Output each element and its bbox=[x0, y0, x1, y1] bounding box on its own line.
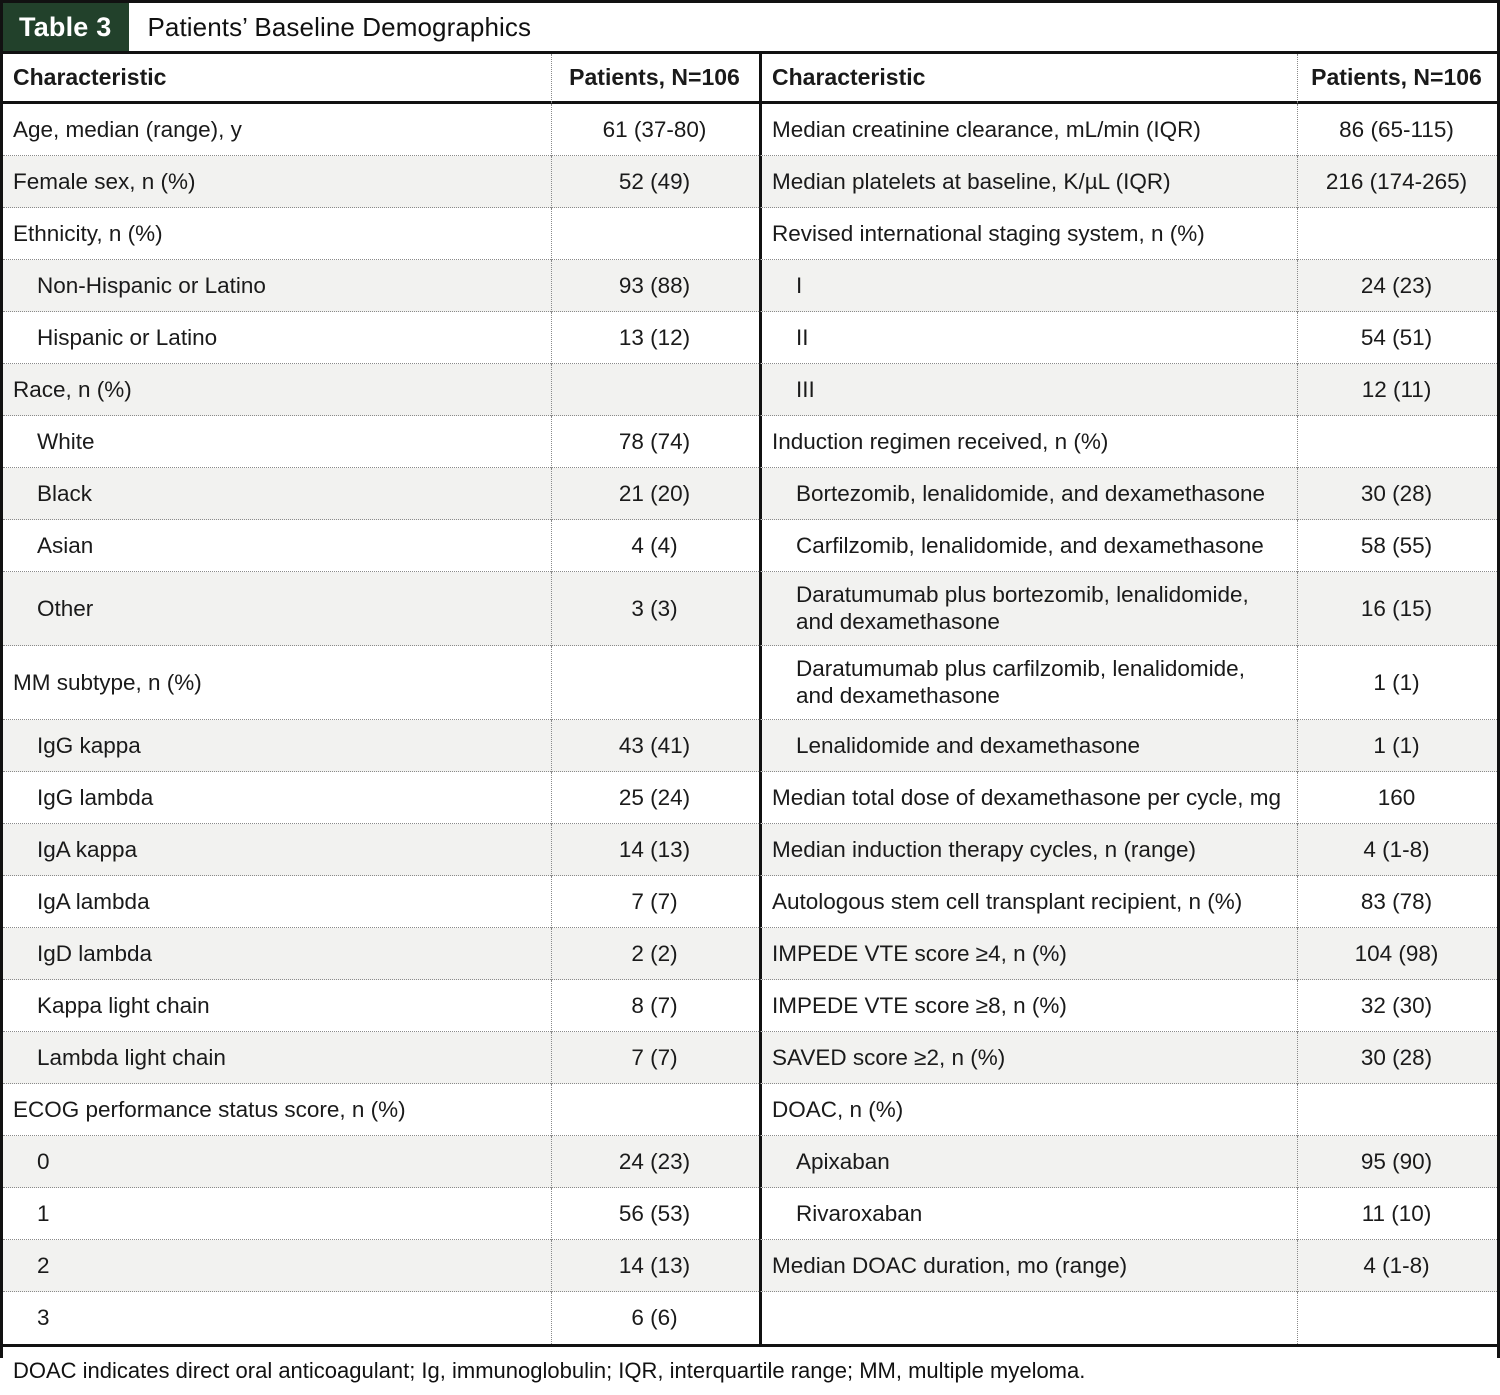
row-value-left: 24 (23) bbox=[551, 1136, 759, 1188]
row-label-right: Revised international staging system, n (%) bbox=[759, 208, 1297, 260]
table-title: Patients’ Baseline Demographics bbox=[147, 11, 532, 42]
row-value-left: 78 (74) bbox=[551, 416, 759, 468]
row-value-left bbox=[551, 1084, 759, 1136]
row-value-left: 93 (88) bbox=[551, 260, 759, 312]
row-value-right: 104 (98) bbox=[1297, 928, 1497, 980]
row-value-right: 1 (1) bbox=[1297, 646, 1497, 720]
row-label-left: Race, n (%) bbox=[3, 364, 551, 416]
row-value-left bbox=[551, 364, 759, 416]
row-value-right: 54 (51) bbox=[1297, 312, 1497, 364]
row-value-left: 56 (53) bbox=[551, 1188, 759, 1240]
column-header-characteristic-left: Characteristic bbox=[3, 54, 551, 104]
row-label-left: Hispanic or Latino bbox=[3, 312, 551, 364]
row-value-right: 32 (30) bbox=[1297, 980, 1497, 1032]
row-label-right: Carfilzomib, lenalidomide, and dexamethasone bbox=[759, 520, 1297, 572]
row-value-right: 95 (90) bbox=[1297, 1136, 1497, 1188]
row-label-right: I bbox=[759, 260, 1297, 312]
row-value-left: 6 (6) bbox=[551, 1292, 759, 1344]
row-value-right: 58 (55) bbox=[1297, 520, 1497, 572]
row-label-left: Non-Hispanic or Latino bbox=[3, 260, 551, 312]
row-value-right: 30 (28) bbox=[1297, 1032, 1497, 1084]
column-header-patients-left: Patients, N=106 bbox=[551, 54, 759, 104]
row-label-left: IgA lambda bbox=[3, 876, 551, 928]
row-value-right: 1 (1) bbox=[1297, 720, 1497, 772]
row-label-right: II bbox=[759, 312, 1297, 364]
row-value-right bbox=[1297, 1084, 1497, 1136]
column-header-characteristic-right: Characteristic bbox=[759, 54, 1297, 104]
row-value-right: 12 (11) bbox=[1297, 364, 1497, 416]
row-label-right: Induction regimen received, n (%) bbox=[759, 416, 1297, 468]
row-value-left: 61 (37-80) bbox=[551, 104, 759, 156]
row-label-left: 1 bbox=[3, 1188, 551, 1240]
row-value-left: 4 (4) bbox=[551, 520, 759, 572]
row-value-left: 13 (12) bbox=[551, 312, 759, 364]
row-value-right: 30 (28) bbox=[1297, 468, 1497, 520]
row-label-left: IgA kappa bbox=[3, 824, 551, 876]
row-label-left: MM subtype, n (%) bbox=[3, 646, 551, 720]
row-label-right: Daratumumab plus carfilzomib, lenalidomide, and dexamethasone bbox=[759, 646, 1297, 720]
row-label-right: Median creatinine clearance, mL/min (IQR) bbox=[759, 104, 1297, 156]
row-value-left: 21 (20) bbox=[551, 468, 759, 520]
row-label-right: Apixaban bbox=[759, 1136, 1297, 1188]
row-label-left: Female sex, n (%) bbox=[3, 156, 551, 208]
row-label-right: IMPEDE VTE score ≥8, n (%) bbox=[759, 980, 1297, 1032]
row-label-left: Black bbox=[3, 468, 551, 520]
row-label-left: IgD lambda bbox=[3, 928, 551, 980]
row-value-left: 43 (41) bbox=[551, 720, 759, 772]
row-value-left: 52 (49) bbox=[551, 156, 759, 208]
row-value-right bbox=[1297, 416, 1497, 468]
row-label-left: Kappa light chain bbox=[3, 980, 551, 1032]
row-label-left: Age, median (range), y bbox=[3, 104, 551, 156]
table-number-badge: Table 3 bbox=[3, 3, 129, 51]
row-label-left: 2 bbox=[3, 1240, 551, 1292]
row-value-left: 14 (13) bbox=[551, 824, 759, 876]
row-value-right: 4 (1-8) bbox=[1297, 1240, 1497, 1292]
row-label-left: Lambda light chain bbox=[3, 1032, 551, 1084]
row-label-right: SAVED score ≥2, n (%) bbox=[759, 1032, 1297, 1084]
row-value-left: 8 (7) bbox=[551, 980, 759, 1032]
row-value-left: 2 (2) bbox=[551, 928, 759, 980]
table-footnote: DOAC indicates direct oral anticoagulant; Ig, immunoglobulin; IQR, interquartile range; MM, multiple myeloma. bbox=[3, 1344, 1497, 1395]
row-label-right: Median DOAC duration, mo (range) bbox=[759, 1240, 1297, 1292]
row-label-right: Bortezomib, lenalidomide, and dexamethasone bbox=[759, 468, 1297, 520]
column-header-patients-right: Patients, N=106 bbox=[1297, 54, 1497, 104]
row-value-right: 16 (15) bbox=[1297, 572, 1497, 646]
row-value-right: 86 (65-115) bbox=[1297, 104, 1497, 156]
row-value-left: 7 (7) bbox=[551, 1032, 759, 1084]
row-label-left: ECOG performance status score, n (%) bbox=[3, 1084, 551, 1136]
row-label-right bbox=[759, 1292, 1297, 1344]
row-label-right: Median total dose of dexamethasone per cycle, mg bbox=[759, 772, 1297, 824]
row-value-right: 11 (10) bbox=[1297, 1188, 1497, 1240]
row-value-left: 3 (3) bbox=[551, 572, 759, 646]
row-value-left: 25 (24) bbox=[551, 772, 759, 824]
row-label-right: Median platelets at baseline, K/µL (IQR) bbox=[759, 156, 1297, 208]
row-label-left: Ethnicity, n (%) bbox=[3, 208, 551, 260]
demographics-table bbox=[3, 54, 1497, 1344]
row-label-left: Asian bbox=[3, 520, 551, 572]
row-value-left bbox=[551, 646, 759, 720]
row-value-right bbox=[1297, 1292, 1497, 1344]
row-value-right: 83 (78) bbox=[1297, 876, 1497, 928]
row-value-right: 4 (1-8) bbox=[1297, 824, 1497, 876]
row-label-left: 0 bbox=[3, 1136, 551, 1188]
row-value-left: 14 (13) bbox=[551, 1240, 759, 1292]
row-label-right: Median induction therapy cycles, n (range) bbox=[759, 824, 1297, 876]
row-value-left bbox=[551, 208, 759, 260]
row-label-right: Daratumumab plus bortezomib, lenalidomide, and dexamethasone bbox=[759, 572, 1297, 646]
row-label-right: IMPEDE VTE score ≥4, n (%) bbox=[759, 928, 1297, 980]
row-label-right: Autologous stem cell transplant recipient, n (%) bbox=[759, 876, 1297, 928]
row-value-right bbox=[1297, 208, 1497, 260]
row-value-right: 216 (174-265) bbox=[1297, 156, 1497, 208]
row-label-right: DOAC, n (%) bbox=[759, 1084, 1297, 1136]
row-label-left: White bbox=[3, 416, 551, 468]
row-label-right: III bbox=[759, 364, 1297, 416]
row-value-right: 24 (23) bbox=[1297, 260, 1497, 312]
row-label-left: 3 bbox=[3, 1292, 551, 1344]
row-label-right: Lenalidomide and dexamethasone bbox=[759, 720, 1297, 772]
row-label-right: Rivaroxaban bbox=[759, 1188, 1297, 1240]
row-value-left: 7 (7) bbox=[551, 876, 759, 928]
row-label-left: IgG kappa bbox=[3, 720, 551, 772]
row-label-left: IgG lambda bbox=[3, 772, 551, 824]
row-value-right: 160 bbox=[1297, 772, 1497, 824]
row-label-left: Other bbox=[3, 572, 551, 646]
table-title-bar bbox=[3, 3, 1497, 54]
